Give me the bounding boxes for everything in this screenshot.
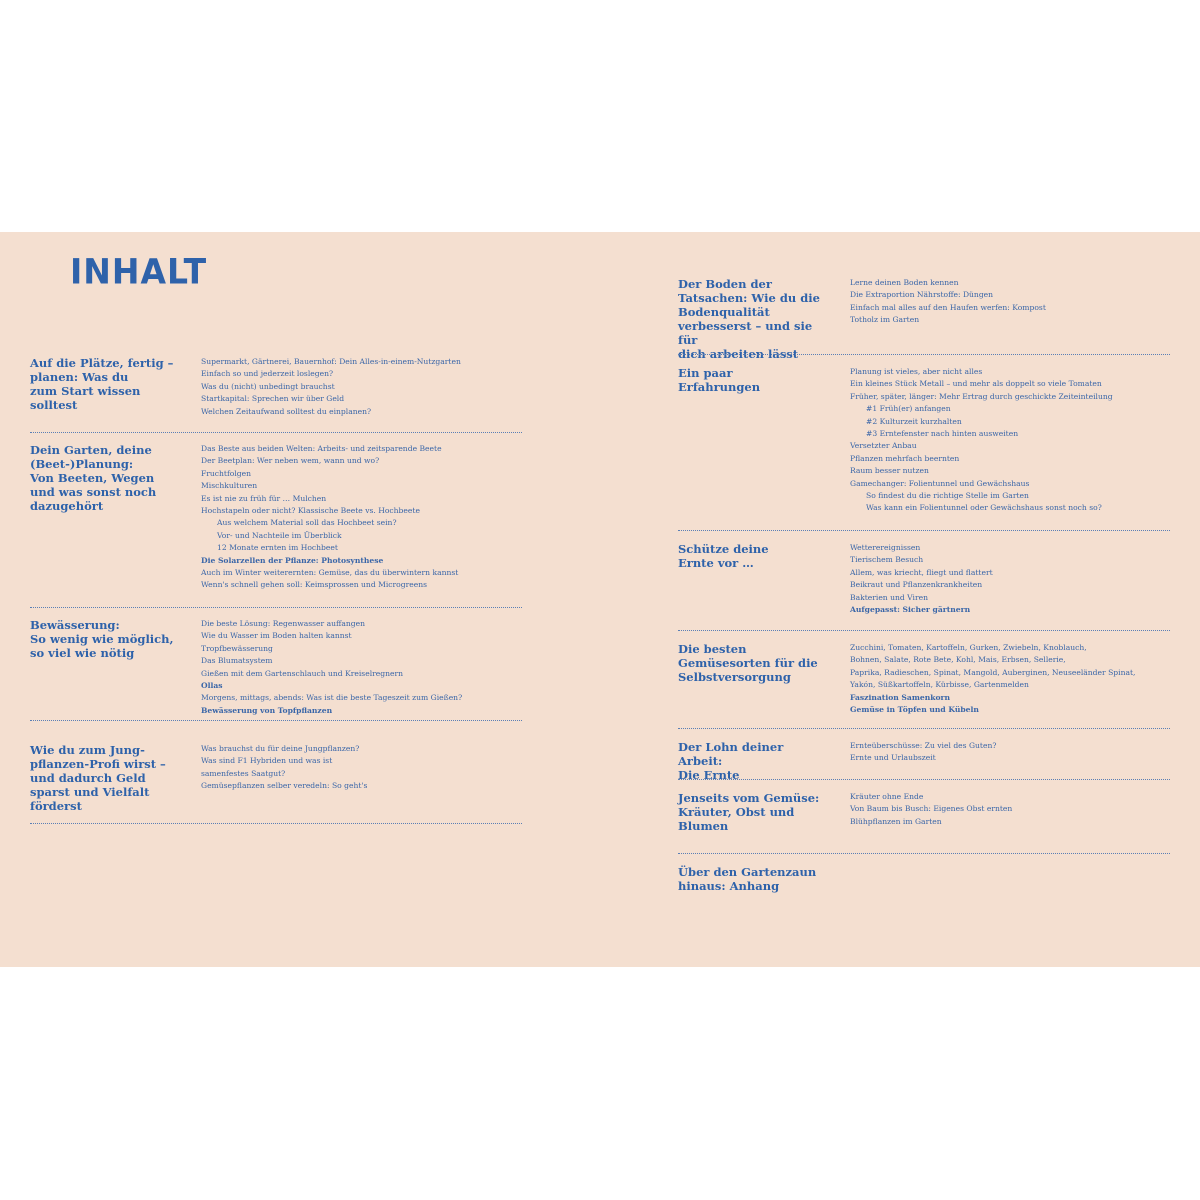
section-divider — [30, 720, 522, 721]
toc-entry-highlight[interactable]: Gemüse in Töpfen und Kübeln — [850, 705, 979, 715]
toc-entry[interactable]: Tierischem Besuch — [850, 555, 924, 565]
section-heading-text: Die besten Gemüsesorten für die Selbstversorgung — [678, 642, 818, 684]
section-heading[interactable] — [30, 743, 180, 813]
section-heading-text: Der Boden der Tatsachen: Wie du die Bodenqualität verbesserst – und sie für dich arbeiten lässt — [678, 277, 820, 361]
section-entries — [201, 618, 526, 717]
section-heading[interactable] — [678, 642, 828, 684]
section-divider — [678, 354, 1170, 355]
toc-entry[interactable]: Mischkulturen — [201, 481, 258, 491]
section-heading-text: Über den Gartenzaun hinaus: Anhang — [678, 865, 817, 893]
section-heading[interactable] — [678, 277, 828, 361]
toc-entry[interactable]: Gamechanger: Folientunnel und Gewächshaus — [850, 478, 1030, 488]
toc-subentry[interactable]: Was kann ein Folientunnel oder Gewächshaus sonst noch so? — [866, 503, 1102, 513]
section-heading-text: Ein paar Erfahrungen — [678, 366, 761, 394]
toc-entry[interactable]: Von Baum bis Busch: Eigenes Obst ernten — [850, 804, 1013, 814]
toc-entry[interactable]: Was sind F1 Hybriden und was ist — [201, 756, 333, 766]
toc-entry[interactable]: Einfach so und jederzeit loslegen? — [201, 369, 334, 379]
section-divider — [678, 779, 1170, 780]
toc-entry-highlight[interactable]: Faszination Samenkorn — [850, 692, 951, 702]
toc-entry[interactable]: Morgens, mittags, abends: Was ist die beste Tageszeit zum Gießen? — [201, 693, 463, 703]
toc-entry[interactable]: Supermarkt, Gärtnerei, Bauernhof: Dein Alles-in-einem-Nutzgarten — [201, 357, 461, 366]
section-divider — [30, 607, 522, 608]
toc-subentry[interactable]: So findest du die richtige Stelle im Garten — [866, 491, 1029, 501]
toc-entry[interactable]: Wenn's schnell gehen soll: Keimsprossen und Microgreens — [201, 580, 428, 590]
section-divider — [30, 823, 522, 824]
toc-entry[interactable]: Früher, später, länger: Mehr Ertrag durch geschickte Zeiteinteilung — [850, 391, 1113, 401]
section-heading[interactable] — [678, 366, 828, 394]
section-heading[interactable] — [30, 356, 180, 412]
section-divider — [678, 728, 1170, 729]
toc-entry[interactable]: Raum besser nutzen — [850, 466, 929, 476]
section-divider — [678, 630, 1170, 631]
toc-entry[interactable]: Was du (nicht) unbedingt brauchst — [201, 381, 335, 391]
toc-entry[interactable]: Tropfbewässerung — [201, 643, 273, 653]
section-divider — [30, 432, 522, 433]
toc-entry[interactable]: Wetterereignissen — [850, 543, 921, 552]
toc-entry[interactable]: Bohnen, Salate, Rote Bete, Kohl, Mais, Erbsen, Sellerie, — [850, 655, 1066, 665]
section-heading-text: Der Lohn deiner Arbeit: Die Ernte — [678, 740, 784, 782]
toc-entry[interactable]: Beikraut und Pflanzenkrankheiten — [850, 580, 983, 590]
toc-entry[interactable]: Bakterien und Viren — [850, 592, 928, 602]
section-entries — [850, 366, 1175, 515]
section-heading-text: Bewässerung: So wenig wie möglich, so viel wie nötig — [30, 618, 174, 660]
toc-entry[interactable]: Wie du Wasser im Boden halten kannst — [201, 631, 352, 641]
toc-entry[interactable]: Einfach mal alles auf den Haufen werfen: Kompost — [850, 302, 1046, 312]
section-divider — [678, 530, 1170, 531]
toc-entry[interactable]: Pflanzen mehrfach beernten — [850, 453, 960, 463]
toc-entry-highlight[interactable]: Die Solarzellen der Pflanze: Photosynthese — [201, 555, 384, 565]
toc-entry[interactable]: Yakón, Süßkartoffeln, Kürbisse, Gartenmelden — [850, 680, 1029, 690]
toc-entry[interactable]: Welchen Zeitaufwand solltest du einplanen? — [201, 406, 372, 416]
toc-entry[interactable]: Totholz im Garten — [850, 315, 920, 325]
section-heading-text: Schütze deine Ernte vor … — [678, 542, 769, 570]
section-entries — [850, 277, 1175, 327]
toc-entry[interactable]: Paprika, Radieschen, Spinat, Mangold, Auberginen, Neuseeländer Spinat, — [850, 667, 1136, 677]
toc-entry[interactable]: Lerne deinen Boden kennen — [850, 278, 959, 287]
toc-entry-highlight[interactable]: Bewässerung von Topfpflanzen — [201, 705, 333, 715]
toc-entry[interactable]: Ein kleines Stück Metall – und mehr als doppelt so viele Tomaten — [850, 379, 1102, 389]
toc-entry-highlight[interactable]: Ollas — [201, 681, 223, 691]
toc-entry[interactable]: Das Blumatsystem — [201, 656, 273, 666]
section-heading[interactable] — [678, 740, 828, 782]
toc-entry[interactable]: Auch im Winter weiterernten: Gemüse, das du überwintern kannst — [201, 568, 459, 578]
section-divider — [678, 853, 1170, 854]
toc-entry[interactable]: Die beste Lösung: Regenwasser auffangen — [201, 619, 366, 628]
toc-entry[interactable]: Gemüsepflanzen selber veredeln: So geht's — [201, 781, 368, 791]
toc-entry[interactable]: Zucchini, Tomaten, Kartoffeln, Gurken, Zwiebeln, Knoblauch, — [850, 643, 1087, 652]
toc-entry[interactable]: Der Beetplan: Wer neben wem, wann und wo? — [201, 456, 380, 466]
section-entries — [201, 743, 526, 793]
toc-entry[interactable]: Versetzter Anbau — [850, 441, 917, 451]
toc-entry[interactable]: Fruchtfolgen — [201, 468, 252, 478]
section-heading[interactable] — [678, 865, 828, 893]
toc-entry-highlight[interactable]: Aufgepasst: Sicher gärtnern — [850, 605, 971, 615]
section-entries — [850, 542, 1175, 616]
toc-subentry[interactable]: Aus welchem Material soll das Hochbeet sein? — [217, 518, 397, 528]
page-title: INHALT — [70, 251, 208, 292]
toc-entry[interactable]: Ernteüberschüsse: Zu viel des Guten? — [850, 741, 997, 750]
section-heading-text: Auf die Plätze, fertig – planen: Was du zum Start wissen solltest — [30, 356, 174, 412]
section-entries — [850, 791, 1175, 828]
toc-entry[interactable]: Das Beste aus beiden Welten: Arbeits- und zeitsparende Beete — [201, 444, 442, 453]
section-heading[interactable] — [678, 542, 828, 570]
section-heading-text: Wie du zum Jung- pflanzen-Profi wirst – und dadurch Geld sparst und Vielfalt förderst — [30, 743, 166, 813]
toc-entry[interactable]: Die Extraportion Nährstoffe: Düngen — [850, 290, 994, 300]
toc-entry[interactable]: Kräuter ohne Ende — [850, 792, 924, 801]
toc-entry[interactable]: Startkapital: Sprechen wir über Geld — [201, 394, 345, 404]
section-heading[interactable] — [678, 791, 828, 833]
section-heading-text: Dein Garten, deine (Beet-)Planung: Von Beeten, Wegen und was sonst noch dazugehört — [30, 443, 157, 513]
toc-subentry[interactable]: Vor- und Nachteile im Überblick — [217, 530, 342, 540]
section-heading[interactable] — [30, 618, 180, 660]
toc-entry[interactable]: Blühpflanzen im Garten — [850, 816, 942, 826]
toc-entry[interactable]: Gießen mit dem Gartenschlauch und Kreiselregnern — [201, 668, 404, 678]
toc-entry[interactable]: Ernte und Urlaubszeit — [850, 753, 936, 763]
section-entries — [201, 356, 526, 418]
toc-entry[interactable]: Hochstapeln oder nicht? Klassische Beete vs. Hochbeete — [201, 506, 420, 516]
toc-subentry[interactable]: #1 Früh(er) anfangen — [866, 404, 951, 414]
toc-subentry[interactable]: 12 Monate ernten im Hochbeet — [217, 543, 338, 553]
toc-subentry[interactable]: #2 Kulturzeit kurzhalten — [866, 416, 962, 426]
toc-entry[interactable]: Es ist nie zu früh für … Mulchen — [201, 493, 327, 503]
section-entries — [850, 642, 1175, 716]
toc-entry[interactable]: Was brauchst du für deine Jungpflanzen? — [201, 744, 360, 753]
section-entries — [201, 443, 526, 592]
section-entries — [850, 740, 1175, 765]
toc-entry[interactable]: Planung ist vieles, aber nicht alles — [850, 367, 983, 376]
toc-entry[interactable]: samenfestes Saatgut? — [201, 768, 286, 778]
toc-subentry[interactable]: #3 Erntefenster nach hinten ausweiten — [866, 429, 1019, 439]
section-heading-text: Jenseits vom Gemüse: Kräuter, Obst und Blumen — [678, 791, 820, 833]
section-heading[interactable] — [30, 443, 180, 513]
toc-entry[interactable]: Allem, was kriecht, fliegt und flattert — [850, 567, 993, 577]
